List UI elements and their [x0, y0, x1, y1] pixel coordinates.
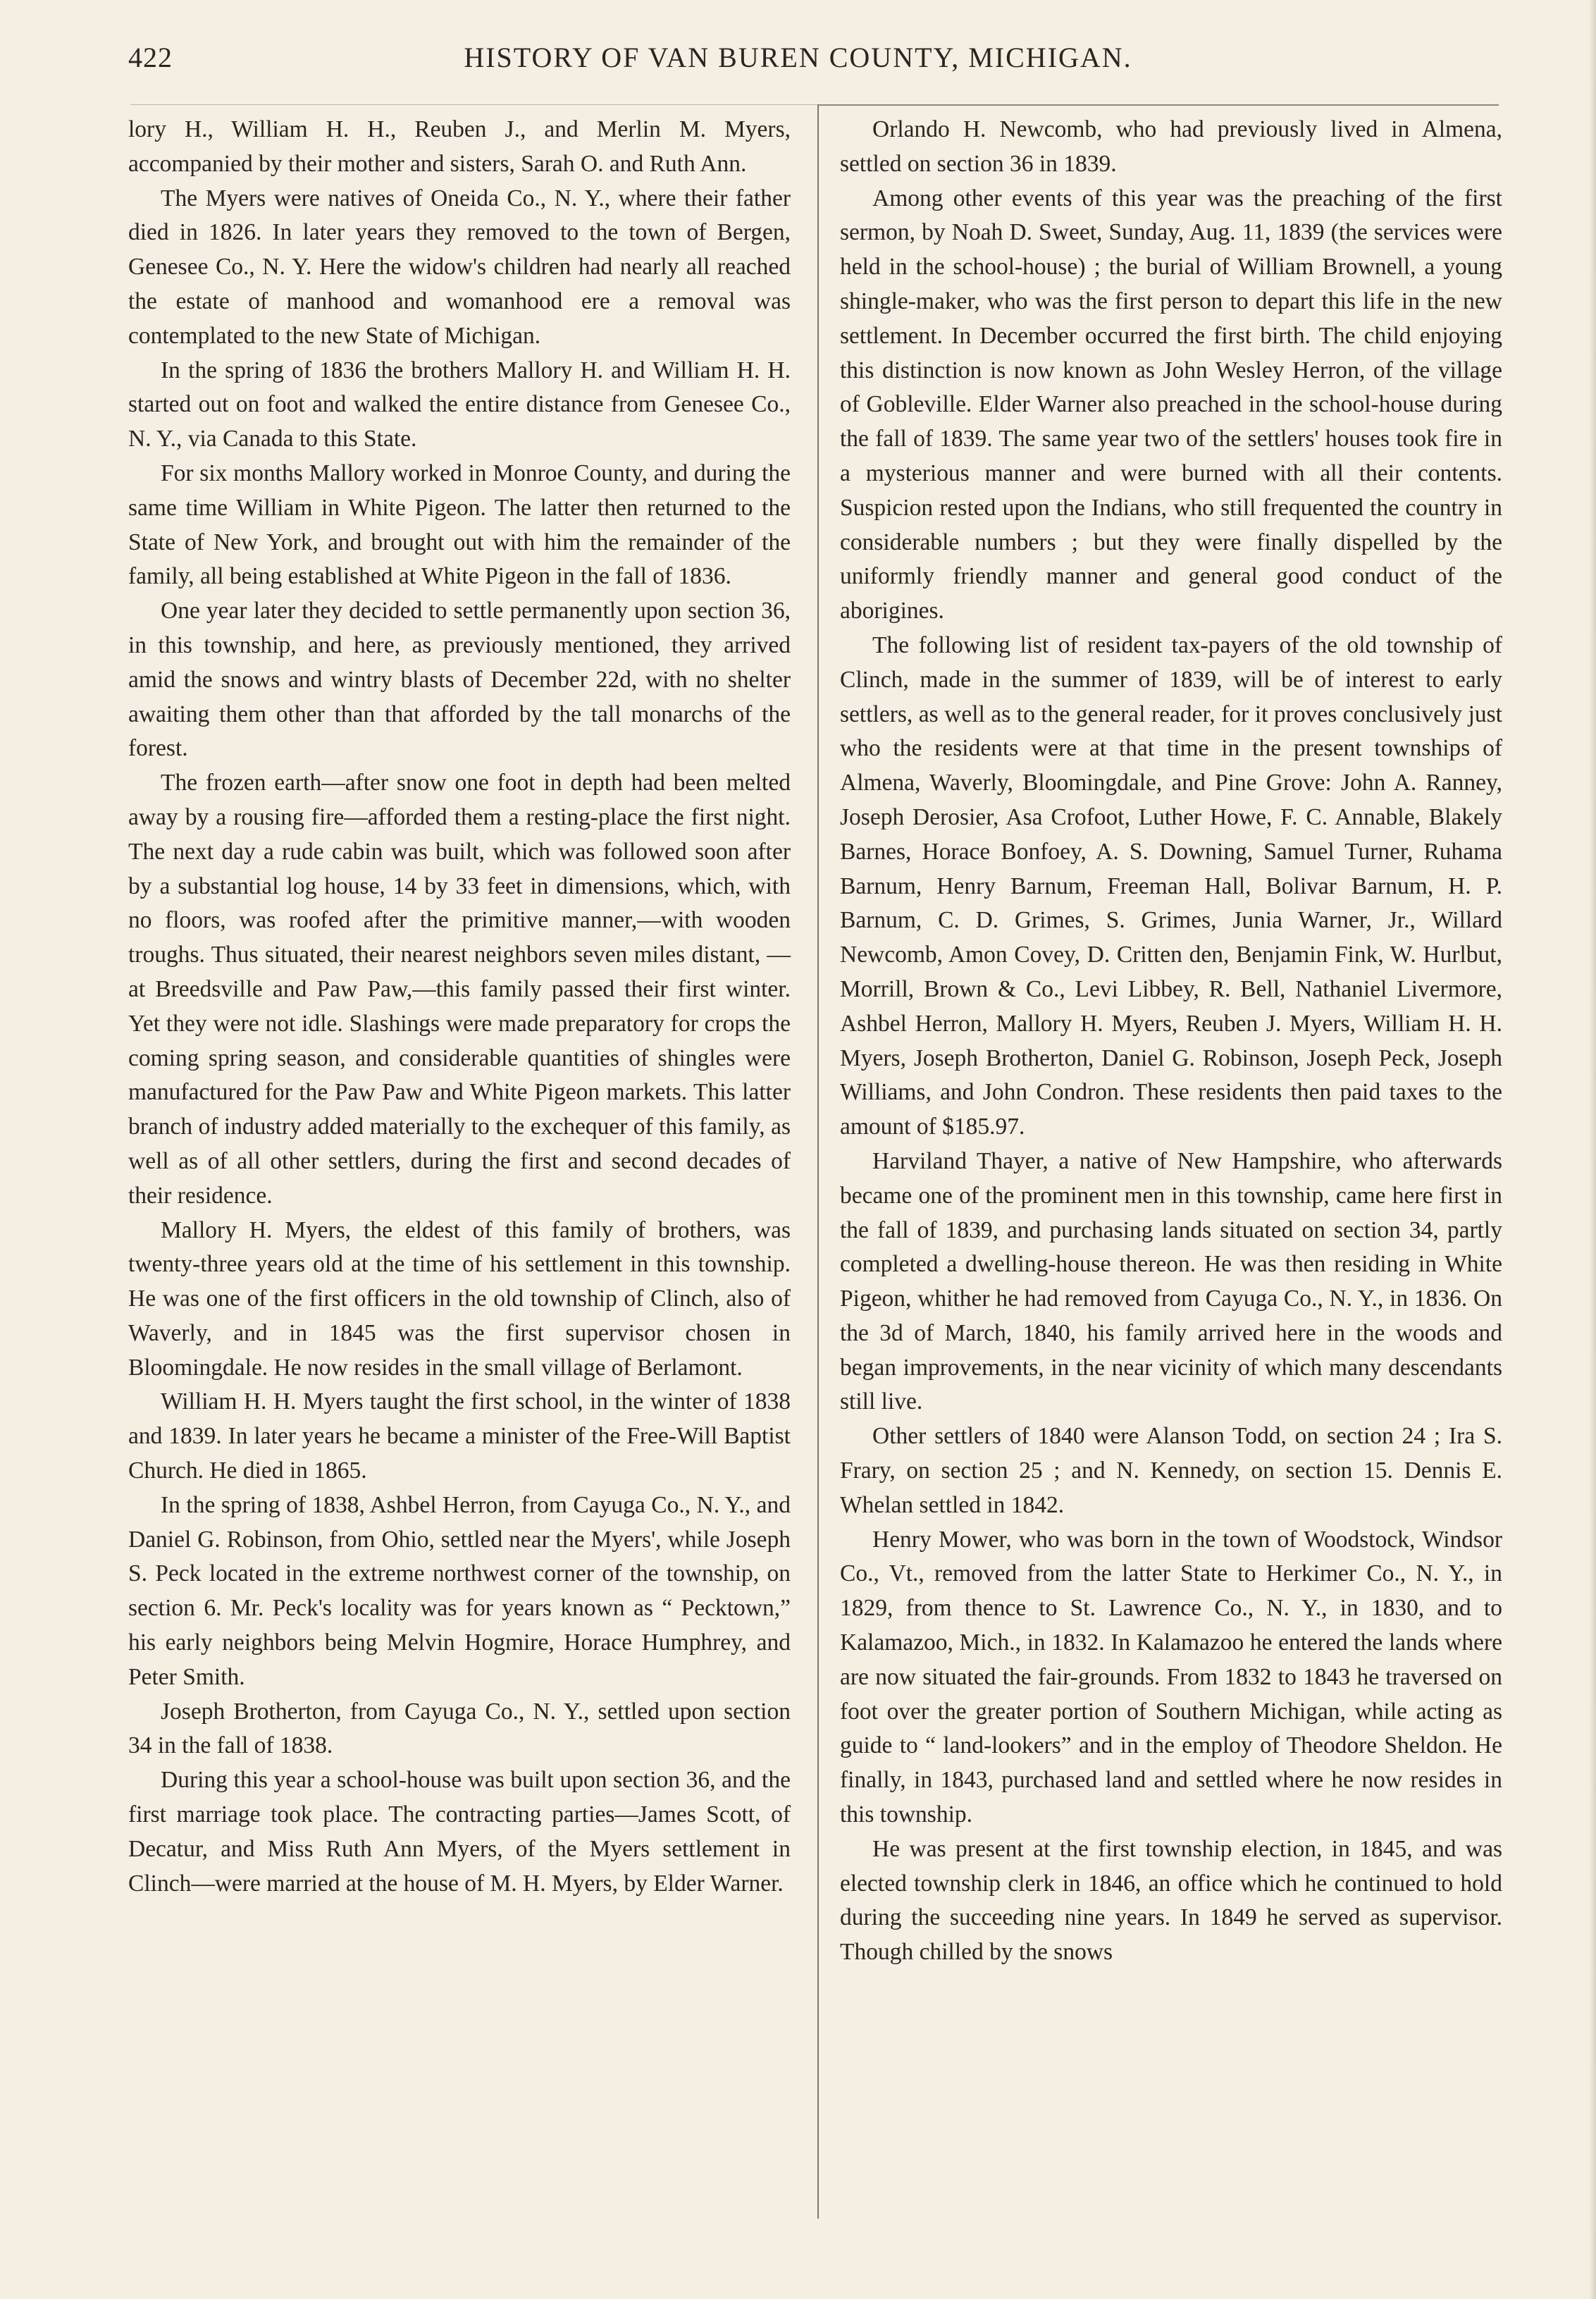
paragraph: In the spring of 1836 the brothers Mallory H. and William H. H. started out on foot and walked the entire distance from Genesee Co., N. Y., via Canada to this State. [128, 357, 791, 452]
right-column [840, 113, 1502, 1970]
paragraph: He was present at the first township election, in 1845, and was elected township clerk in 1846, an office which he continued to hold during the succeeding nine years. In 1849 he served as supervisor. Though chilled by the snows [840, 1835, 1502, 1966]
scan-edge-shadow [1589, 0, 1596, 2299]
left-column [128, 113, 791, 1901]
paragraph: The Myers were natives of Oneida Co., N. Y., where their father died in 1826. In later years they removed to the town of Bergen, Genesee Co., N. Y. Here the widow's children had nearly all reached the estate of manhood and womanhood ere a removal was contemplated to the new State of Michigan. [128, 185, 791, 349]
page-number: 422 [128, 42, 173, 73]
paragraph: The frozen earth—after snow one foot in depth had been melted away by a rousing fire—afforded them a resting-place the first night. The next day a rude cabin was built, which was followed soon after by a substantial log house, 14 by 33 feet in dimensions, which, with no floors, was roofed after the primitive manner,—with wooden troughs. Thus situated, their nearest neighbors seven miles distant, —at Breedsville and Paw Paw,—this family passed their first winter. Yet they were not idle. Slashings were made preparatory for crops the coming spring season, and considerable quantities of shingles were manufactured for the Paw Paw and White Pigeon markets. This latter branch of industry added materially to the exchequer of this family, as well as of all other settlers, during the first and second decades of their residence. [128, 770, 791, 1209]
paragraph: Other settlers of 1840 were Alanson Todd, on section 24 ; Ira S. Frary, on section 25 ; and N. Kennedy, on section 15. Dennis E. Whelan settled in 1842. [840, 1423, 1502, 1518]
paragraph: The following list of resident tax-payers of the old township of Clinch, made in the summer of 1839, will be of interest to early settlers, as well as to the general reader, for it proves conclusively just who the residents were at that time in the present townships of Almena, Waverly, Bloomingdale, and Pine Grove: John A. Ranney, Joseph Derosier, Asa Crofoot, Luther Howe, F. C. Annable, Blakely Barnes, Horace Bonfoey, A. S. Downing, Samuel Turner, Ruhama Barnum, Henry Barnum, Freeman Hall, Bolivar Barnum, H. P. Barnum, C. D. Grimes, S. Grimes, Junia Warner, Jr., Willard Newcomb, Amon Covey, D. Critten den, Benjamin Fink, W. Hurlbut, Morrill, Brown & Co., Levi Libbey, R. Bell, Nathaniel Livermore, Ashbel Herron, Mallory H. Myers, Reuben J. Myers, William H. H. Myers, Joseph Brotherton, Daniel G. Robinson, Joseph Peck, Joseph Williams, and John Condron. These residents then paid taxes to the amount of $185.97. [840, 631, 1502, 1140]
paragraph: Orlando H. Newcomb, who had previously lived in Almena, settled on section 36 in 1839. [840, 116, 1502, 177]
paragraph: lory H., William H. H., Reuben J., and Merlin M. Myers, accompanied by their mother and sisters, Sarah O. and Ruth Ann. [128, 116, 791, 177]
paragraph: Harviland Thayer, a native of New Hampshire, who afterwards became one of the prominent men in this township, came here first in the fall of 1839, and purchasing lands situated on section 34, partly completed a dwelling-house thereon. He was then residing in White Pigeon, whither he had removed from Cayuga Co., N. Y., in 1836. On the 3d of March, 1840, his family arrived here in the woods and began improvements, in the near vicinity of which many descendants still live. [840, 1147, 1502, 1415]
paragraph: Mallory H. Myers, the eldest of this family of brothers, was twenty-three years old at the time of his settlement in this township. He was one of the first officers in the old township of Clinch, also of Waverly, and in 1845 was the first supervisor chosen in Bloomingdale. He now resides in the small village of Berlamont. [128, 1216, 791, 1381]
paragraph: William H. H. Myers taught the first school, in the winter of 1838 and 1839. In later years he became a minister of the Free-Will Baptist Church. He died in 1865. [128, 1388, 791, 1484]
page-header [85, 41, 1511, 90]
header-rule-right [819, 104, 1499, 106]
paragraph: In the spring of 1838, Ashbel Herron, from Cayuga Co., N. Y., and Daniel G. Robinson, from Ohio, settled near the Myers', while Joseph S. Peck located in the extreme northwest corner of the township, on section 6. Mr. Peck's locality was for years known as “ Pecktown,” his early neighbors being Melvin Hogmire, Horace Humphrey, and Peter Smith. [128, 1491, 791, 1690]
paragraph: Joseph Brotherton, from Cayuga Co., N. Y., settled upon section 34 in the fall of 1838. [128, 1698, 791, 1759]
paragraph: Among other events of this year was the preaching of the first sermon, by Noah D. Sweet, Sunday, Aug. 11, 1839 (the services were held in the school-house) ; the burial of William Brownell, a young shingle-maker, who was the first person to depart this life in the new settlement. In December occurred the first birth. The child enjoying this distinction is now known as John Wesley Herron, of the village of Gobleville. Elder Warner also preached in the school-house during the fall of 1839. The same year two of the settlers' houses took fire in a mysterious manner and were burned with all their contents. Suspicion rested upon the Indians, who still frequented the country in considerable numbers ; but they were finally dispelled by the uniformly friendly manner and general good conduct of the aborigines. [840, 185, 1502, 624]
column-divider [817, 104, 819, 2219]
paragraph: One year later they decided to settle permanently upon section 36, in this township, and here, as previously mentioned, they arrived amid the snows and wintry blasts of December 22d, with no shelter awaiting them other than that afforded by the tall monarchs of the forest. [128, 598, 791, 762]
paragraph: For six months Mallory worked in Monroe County, and during the same time William in White Pigeon. The latter then returned to the State of New York, and brought out with him the remainder of the family, all being established at White Pigeon in the fall of 1836. [128, 460, 791, 590]
running-title: HISTORY OF VAN BUREN COUNTY, MICHIGAN. [464, 42, 1132, 73]
paragraph: During this year a school-house was built upon section 36, and the first marriage took place. The contracting parties—James Scott, of Decatur, and Miss Ruth Ann Myers, of the Myers settlement in Clinch—were married at the house of M. H. Myers, by Elder Warner. [128, 1767, 791, 1897]
paragraph: Henry Mower, who was born in the town of Woodstock, Windsor Co., Vt., removed from the latter State to Herkimer Co., N. Y., in 1829, from thence to St. Lawrence Co., N. Y., in 1830, and to Kalamazoo, Mich., in 1832. In Kalamazoo he entered the lands where are now situated the fair-grounds. From 1832 to 1843 he traversed on foot over the greater portion of Southern Michigan, while acting as guide to “ land-lookers” and in the employ of Theodore Sheldon. He finally, in 1843, purchased land and settled where he now resides in this township. [840, 1526, 1502, 1828]
header-rule-left [130, 104, 817, 105]
